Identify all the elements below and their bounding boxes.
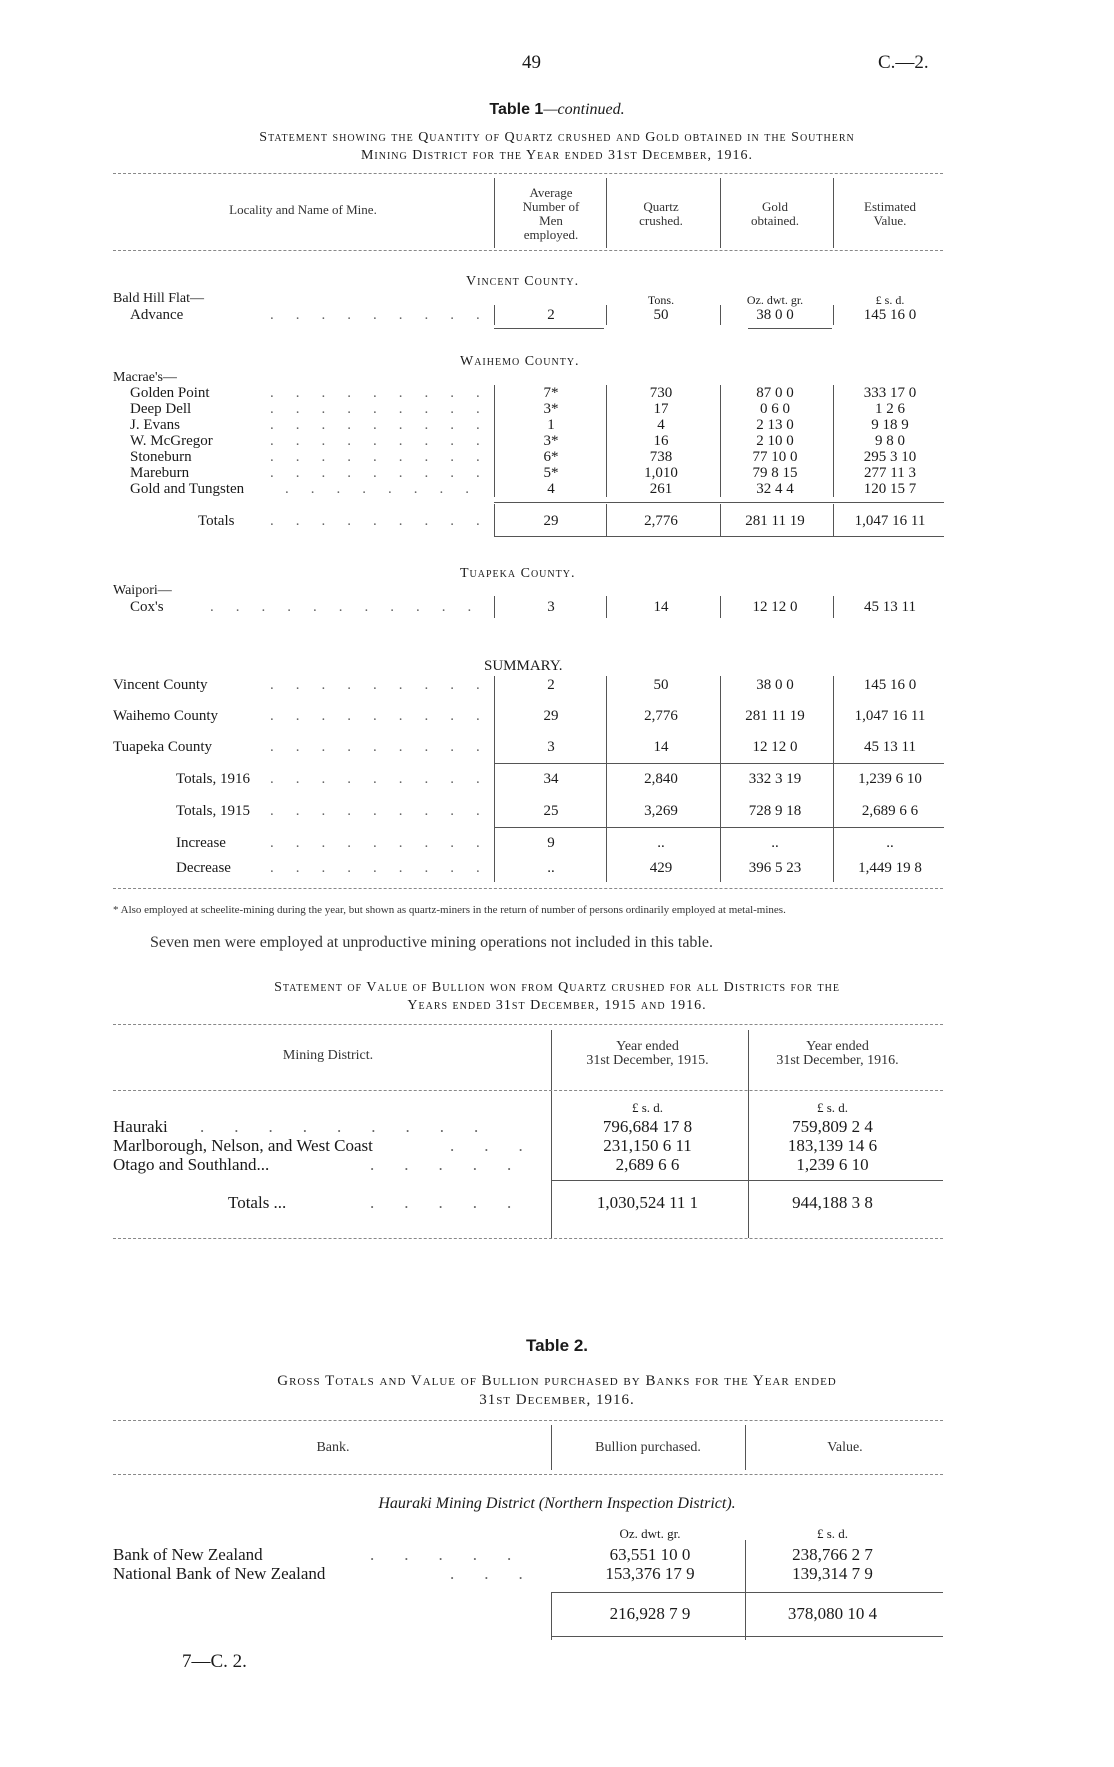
men-value: 9 [547, 835, 555, 851]
men-value: .. [547, 860, 555, 876]
gold-value: 32 4 4 [756, 481, 794, 497]
district-name: Otago and Southland... [113, 1155, 270, 1174]
quartz-value: 1,010 [644, 465, 678, 481]
group-waipori: Waipori— [113, 583, 172, 598]
county-name: Tuapeka County [113, 739, 213, 755]
bullion-value: 153,376 17 9 [605, 1564, 695, 1583]
page-footer-ref: 7—C. 2. [182, 1651, 247, 1672]
bullion-heading-1: Statement of Value of Bullion won from Quartz crushed for all Districts for the [274, 980, 840, 995]
estimated-value: 2,689 6 6 [861, 803, 919, 819]
estimated-value: 333 17 0 [863, 385, 917, 401]
units-pounds-shillings-pence: £ s. d. [816, 1526, 849, 1541]
gold-total: 281 11 19 [745, 513, 805, 529]
men-value: 5* [543, 465, 559, 481]
footnote: * Also employed at scheelite-mining during the year, but shown as quartz-miners in the return of number of persons ordinarily employed at metal-mines. [113, 904, 786, 916]
gold-value: 77 10 0 [752, 449, 798, 465]
units-oz-dwt-gr: Oz. dwt. gr. [619, 1526, 681, 1541]
men-value: 34 [543, 771, 559, 787]
estimated-value: 9 8 0 [875, 433, 905, 449]
men-value: 7* [543, 385, 559, 401]
gold-value: 12 12 0 [752, 739, 798, 755]
men-value: 6* [543, 449, 559, 465]
men-value: 3* [543, 401, 559, 417]
men-value: 2 [547, 307, 555, 323]
column-gold [720, 200, 830, 228]
summary-row: Tuapeka County ......... 3 14 12 12 0 45 13 11 [0, 739, 1114, 757]
bank-totals-row [0, 1604, 1114, 1622]
decrease-label: Decrease [176, 860, 231, 876]
column-gold-line1: Gold [762, 199, 788, 214]
quartz-value: 730 [649, 385, 673, 401]
table1-heading-1: Statement showing the Quantity of Quartz crushed and Gold obtained in the Southern [259, 130, 855, 145]
men-value: 4 [547, 481, 555, 497]
column-men-line4: employed. [523, 227, 579, 242]
estimated-value: 145 16 0 [863, 307, 917, 323]
estimated-value: 9 18 9 [871, 417, 909, 433]
gold-value: 396 5 23 [748, 860, 802, 876]
quartz-value: 16 [653, 433, 669, 449]
table-row: W. McGregor ......... 3* 16 2 10 0 9 8 0 [0, 433, 1114, 451]
gold-value: 38 0 0 [756, 677, 794, 693]
units-tons: Tons. [647, 293, 675, 307]
bank-value: 238,766 2 7 [792, 1545, 873, 1564]
quartz-value: 429 [649, 860, 673, 876]
gold-value: 12 12 0 [752, 599, 798, 615]
gold-value: 79 8 15 [752, 465, 798, 481]
page-number: 49 [522, 52, 541, 73]
units-oz: Oz. dwt. gr. [746, 293, 804, 307]
column-locality: Locality and Name of Mine. [229, 202, 377, 217]
county-waihemo: Waihemo County. [460, 354, 580, 369]
mine-name: W. McGregor [130, 433, 213, 449]
waihemo-totals-row: Totals ......... 29 2,776 281 11 19 1,047 16 11 [0, 513, 1114, 531]
mine-name: Gold and Tungsten [130, 481, 245, 497]
district-heading: Hauraki Mining District (Northern Inspection District). [378, 1495, 736, 1512]
gold-value: 38 0 0 [756, 307, 794, 323]
mine-name: Golden Point [130, 385, 210, 401]
estimated-value: 145 16 0 [863, 677, 917, 693]
mine-name: Deep Dell [130, 401, 192, 417]
quartz-value: 14 [653, 599, 669, 615]
men-value: 3* [543, 433, 559, 449]
column-1915 [560, 1040, 735, 1068]
estimated-value: 1,239 6 10 [858, 771, 922, 787]
value-1916: 759,809 2 4 [792, 1117, 873, 1136]
value-1915: 231,150 6 11 [603, 1136, 692, 1155]
summary-row: Vincent County ......... 2 50 38 0 0 145 16 0 [0, 677, 1114, 695]
quartz-value: 4 [657, 417, 665, 433]
column-quartz [606, 200, 716, 228]
estimated-value: 120 15 7 [863, 481, 917, 497]
bank-name: Bank of New Zealand [113, 1545, 263, 1564]
men-total: 29 [543, 513, 559, 529]
table2-heading-2: 31st December, 1916. [479, 1392, 635, 1408]
column-1916-line2: 31st December, 1916. [776, 1053, 899, 1068]
estimated-value: 45 13 11 [864, 599, 916, 615]
decrease-row: Decrease ......... .. 429 396 5 23 1,449 19 8 [0, 860, 1114, 878]
units-pounds: £ s. d. [875, 293, 905, 307]
men-value: 2 [547, 677, 555, 693]
column-value [835, 200, 945, 228]
totals-label: Totals [198, 513, 235, 529]
table-row: J. Evans ......... 1 4 2 13 0 9 18 9 [0, 417, 1114, 435]
column-men-line2: Number of [522, 199, 580, 214]
bullion-totals-row: Totals ... ..... 1,030,524 11 1 944,188 3 8 [0, 1193, 1114, 1211]
column-men-line1: Average [529, 185, 573, 200]
table1-title [0, 101, 1114, 119]
estimated-value: 45 13 11 [864, 739, 916, 755]
gold-value: 0 6 0 [760, 401, 790, 417]
group-bald-hill-flat: Bald Hill Flat— [113, 291, 204, 306]
bank-row: National Bank of New Zealand ... 153,376 17 9 139,314 7 9 [0, 1564, 1114, 1582]
increase-row: Increase ......... 9 .. .. .. [0, 835, 1114, 853]
county-tuapeka: Tuapeka County. [460, 566, 576, 581]
quartz-value: 2,840 [644, 771, 678, 787]
table2-title: Table 2. [525, 1336, 589, 1355]
bullion-total: 216,928 7 9 [609, 1604, 691, 1623]
gold-value: 728 9 18 [748, 803, 802, 819]
table-row: Deep Dell ......... 3* 17 0 6 0 1 2 6 [0, 401, 1114, 419]
gold-value: 281 11 19 [745, 708, 805, 724]
table-row: Cox's ........... 3 14 12 12 0 45 13 11 [0, 599, 1114, 617]
increase-label: Increase [176, 835, 226, 851]
estimated-value: 295 3 10 [863, 449, 917, 465]
value-total: 378,080 10 4 [787, 1604, 878, 1623]
quartz-value: 50 [653, 307, 669, 323]
total-1915: 1,030,524 11 1 [596, 1193, 699, 1212]
table2-heading-1: Gross Totals and Value of Bullion purchased by Banks for the Year ended [277, 1373, 837, 1389]
estimated-value: 1 2 6 [875, 401, 905, 417]
column-men-line3: Men [539, 213, 563, 228]
county-name: Vincent County [113, 677, 208, 693]
quartz-total: 2,776 [644, 513, 678, 529]
county-vincent: Vincent County. [466, 274, 580, 289]
quartz-value: 50 [653, 677, 669, 693]
quartz-value: 738 [649, 449, 673, 465]
totals-1915-label: Totals, 1915 [176, 803, 250, 819]
column-men [496, 186, 606, 242]
district-name: Marlborough, Nelson, and West Coast [113, 1136, 373, 1155]
quartz-value: 14 [653, 739, 669, 755]
mine-name: Mareburn [130, 465, 190, 481]
totals-label: Totals ... [228, 1193, 287, 1212]
mine-name: Cox's [130, 599, 164, 615]
county-name: Waihemo County [113, 708, 219, 724]
mine-name: Stoneburn [130, 449, 192, 465]
units-1915: £ s. d. [631, 1100, 664, 1115]
quartz-value: .. [657, 835, 665, 851]
group-macraes: Macrae's— [113, 370, 177, 385]
value-total: 1,047 16 11 [854, 513, 926, 529]
gold-value: .. [771, 835, 779, 851]
column-bullion-purchased: Bullion purchased. [595, 1440, 701, 1455]
mine-name: Advance [130, 307, 184, 323]
bank-name: National Bank of New Zealand [113, 1564, 326, 1583]
table-row: Mareburn ......... 5* 1,010 79 8 15 277 11 3 [0, 465, 1114, 483]
gold-value: 332 3 19 [748, 771, 802, 787]
column-bank: Bank. [316, 1440, 350, 1455]
column-gold-line2: obtained. [750, 213, 799, 228]
table1-heading-2: Mining District for the Year ended 31st December, 1916. [360, 148, 754, 163]
value-1916: 183,139 14 6 [787, 1136, 878, 1155]
table1-title-main: Table 1 [489, 101, 544, 118]
mine-name: J. Evans [130, 417, 180, 433]
column-1916 [750, 1040, 925, 1068]
summary-title: SUMMARY. [484, 658, 563, 674]
page-reference: C.—2. [878, 52, 929, 73]
bullion-row: Marlborough, Nelson, and West Coast ... 231,150 6 11 183,139 14 6 [0, 1136, 1114, 1154]
estimated-value: 1,449 19 8 [858, 860, 922, 876]
gold-value: 2 10 0 [756, 433, 794, 449]
estimated-value: 1,047 16 11 [854, 708, 926, 724]
column-value-line2: Value. [873, 213, 907, 228]
value-1915: 2,689 6 6 [615, 1155, 680, 1174]
units-1916: £ s. d. [816, 1100, 849, 1115]
column-quartz-line1: Quartz [643, 199, 679, 214]
totals-1915-row: Totals, 1915 ......... 25 3,269 728 9 18 2,689 6 6 [0, 803, 1114, 821]
summary-row: Waihemo County ......... 29 2,776 281 11 19 1,047 16 11 [0, 708, 1114, 726]
column-value-line1: Estimated [864, 199, 916, 214]
bank-value: 139,314 7 9 [792, 1564, 873, 1583]
men-value: 29 [543, 708, 559, 724]
quartz-value: 3,269 [644, 803, 678, 819]
men-value: 25 [543, 803, 559, 819]
total-1916: 944,188 3 8 [792, 1193, 873, 1212]
column-1916-line1: Year ended [806, 1039, 869, 1054]
bank-row: Bank of New Zealand ..... 63,551 10 0 238,766 2 7 [0, 1545, 1114, 1563]
column-1915-line1: Year ended [616, 1039, 679, 1054]
bullion-row: Otago and Southland... ..... 2,689 6 6 1,239 6 10 [0, 1155, 1114, 1173]
column-quartz-line2: crushed. [639, 213, 683, 228]
table-row: Golden Point ......... 7* 730 87 0 0 333 17 0 [0, 385, 1114, 403]
bullion-row: Hauraki ......... 796,684 17 8 759,809 2 4 [0, 1117, 1114, 1135]
bullion-heading-2: Years ended 31st December, 1915 and 1916. [407, 998, 707, 1013]
table-row: Advance ......... 2 50 38 0 0 145 16 0 [0, 307, 1114, 325]
value-1916: 1,239 6 10 [796, 1155, 869, 1174]
gold-value: 87 0 0 [756, 385, 794, 401]
column-bank-value: Value. [827, 1440, 863, 1455]
table-row: Stoneburn ......... 6* 738 77 10 0 295 3 10 [0, 449, 1114, 467]
note-unproductive: Seven men were employed at unproductive mining operations not included in this table. [150, 934, 713, 951]
men-value: 3 [547, 599, 555, 615]
column-1915-line2: 31st December, 1915. [586, 1053, 709, 1068]
table1-title-continued: —continued. [543, 101, 625, 118]
men-value: 3 [547, 739, 555, 755]
column-mining-district: Mining District. [282, 1048, 374, 1063]
quartz-value: 261 [649, 481, 673, 497]
value-1915: 796,684 17 8 [602, 1117, 693, 1136]
totals-1916-row: Totals, 1916 ......... 34 2,840 332 3 19 1,239 6 10 [0, 771, 1114, 789]
estimated-value: .. [886, 835, 894, 851]
estimated-value: 277 11 3 [864, 465, 916, 481]
quartz-value: 2,776 [644, 708, 678, 724]
bullion-value: 63,551 10 0 [609, 1545, 691, 1564]
gold-value: 2 13 0 [756, 417, 794, 433]
totals-1916-label: Totals, 1916 [176, 771, 250, 787]
table-row: Gold and Tungsten ........ 4 261 32 4 4 120 15 7 [0, 481, 1114, 499]
men-value: 1 [547, 417, 555, 433]
quartz-value: 17 [653, 401, 669, 417]
district-name: Hauraki [113, 1117, 168, 1136]
